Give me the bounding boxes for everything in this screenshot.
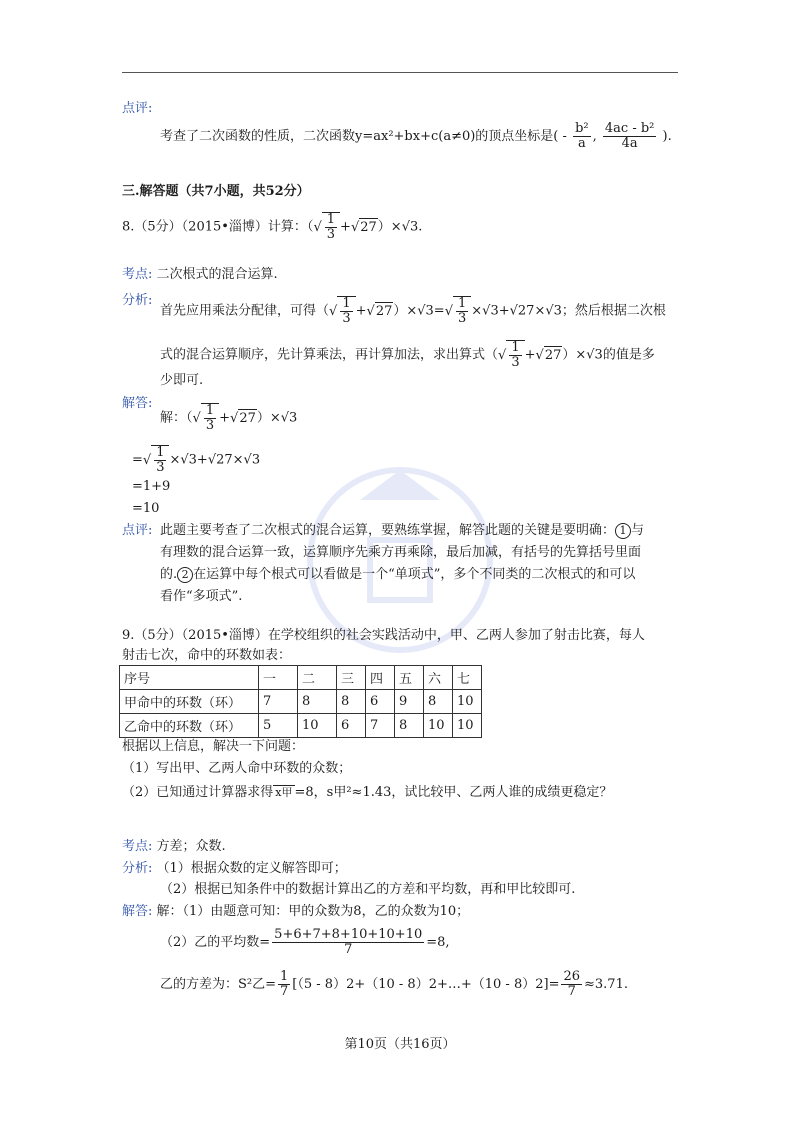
review-frac-1 (573, 122, 591, 151)
table-cell: 六 (424, 666, 453, 690)
q9-jieda-3b: [（5 - 8）2+（10 - 8）2+…+（10 - 8）2]= (292, 977, 560, 992)
q8-dianping-line2: 有理数的混合运算一致，运算顺序先乘方再乘除，最后加减，有括号的先算括号里面 (160, 545, 642, 560)
frac-num: b² (575, 121, 589, 136)
q9-kaodian-text: 方差；众数. (156, 839, 226, 854)
q9-jieda-2 (160, 928, 450, 957)
review-close: ). (662, 129, 672, 144)
table-cell: 7 (259, 690, 298, 714)
q8-dianping-line3 (160, 566, 635, 584)
table-cell: 9 (395, 690, 424, 714)
q9-jieda-3c: ≈3.71. (584, 977, 628, 992)
q8-dianping-1b: 与 (631, 523, 645, 538)
q8-kaodian-label: 考点: (122, 267, 153, 282)
frac-num: 5+6+7+8+10+10+10 (274, 927, 423, 942)
x-bar: x甲 (275, 786, 293, 799)
q9-jieda-2a: （2）乙的平均数= (160, 935, 271, 950)
page-footer: 第10页（共16页） (344, 1037, 456, 1052)
sqrt-27: √27 (350, 219, 377, 235)
variance-coef-frac (278, 970, 290, 999)
q8-step1: 解：（√ $\frac{1}{3}$ +√27）×√3 (160, 403, 298, 433)
table-cell: 6 (366, 690, 395, 714)
q8-fenxi-label: 分析: (122, 293, 153, 308)
q8-dianping-3a: 的. (160, 567, 178, 582)
table-cell: 序号 (120, 666, 259, 690)
q8-fenxi-2b: 的值是多 (602, 347, 655, 363)
frac-den: 7 (567, 984, 576, 999)
frac-den: 7 (344, 942, 353, 957)
q9-jieda-2b: =8, (426, 935, 450, 950)
q9-sub1: （1）写出甲、乙两人命中环数的众数； (122, 761, 352, 776)
q9-sub2-b: =8，s甲²≈1.43，试比较甲、乙两人谁的成绩更稳定？ (294, 785, 613, 800)
table-cell: 8 (337, 690, 366, 714)
q9-stem-line2: 射击七次，命中的环数如表： (122, 648, 292, 663)
table-cell: 三 (337, 666, 366, 690)
q9-fenxi-2: （2）根据已知条件中的数据计算出乙的方差和平均数，再和甲比较即可. (160, 882, 576, 897)
q9-sub2-a: （2）已知通过计算器求得 (122, 785, 274, 800)
q9-jieda-1-text: 解：（1）由题意可知：甲的众数为8，乙的众数为10； (156, 904, 470, 919)
q8-fenxi-2a: 式的混合运算顺序，先计算乘法，再计算加法，求出算式 (160, 347, 486, 363)
circled-one: 1 (615, 523, 631, 539)
q8-step3: =1+9 (132, 479, 171, 494)
q8-fenxi-line2: 式的混合运算顺序，先计算乘法，再计算加法，求出算式（√ $\frac{1}{3}$ +√27）×√3的值是多 (160, 340, 655, 370)
table-cell: 七 (453, 666, 482, 690)
table-cell: 10 (453, 714, 482, 738)
table-row (120, 714, 482, 738)
frac-num: 26 (563, 969, 581, 984)
q8-stem: 8.（5分）（2015•淄博）计算：（√ $\frac{1}{3}$ +√27）×√3. (122, 212, 423, 242)
frac-num: 1 (280, 969, 289, 984)
q8-step2: =√ $\frac{1}{3}$ ×√3+√27×√3 (132, 445, 261, 475)
frac-num: 4ac - b² (604, 121, 655, 136)
q8-dianping-label: 点评: (122, 523, 153, 538)
q8-stem-text: 8.（5分）（2015•淄博）计算： (122, 219, 307, 235)
table-cell: 5 (259, 714, 298, 738)
q8-dianping-1a: 此题主要考查了二次根式的混合运算，要熟练掌握，解答此题的关键是要明确： (160, 523, 616, 538)
q9-jieda-label: 解答: (122, 904, 153, 919)
table-cell: 二 (298, 666, 337, 690)
q9-kaodian-label: 考点: (122, 839, 153, 854)
q9-jieda-3a: 乙的方差为：S²乙= (160, 977, 277, 992)
q9-fenxi-1 (122, 860, 347, 878)
table-cell: 10 (453, 690, 482, 714)
q8-kaodian (122, 266, 278, 284)
table-cell: 五 (395, 666, 424, 690)
table-cell: 6 (337, 714, 366, 738)
q9-after-table: 根据以上信息，解决一下问题： (122, 739, 305, 754)
q9-stem-line1: 9.（5分）（2015•淄博）在学校组织的社会实践活动中，甲、乙两人参加了射击比赛，每人 (122, 628, 645, 643)
q8-step4: =10 (132, 501, 160, 516)
table-cell: 8 (395, 714, 424, 738)
frac-den: 7 (280, 984, 289, 999)
header-rule (122, 72, 678, 73)
q8-fenxi-line3: 少即可. (160, 373, 204, 388)
table-row (120, 690, 482, 714)
review-frac-2 (603, 122, 657, 151)
q9-kaodian (122, 838, 226, 856)
review-text-prefix: 考查了二次函数的性质，二次函数y=ax²+bx+c(a≠0)的顶点坐标是( (160, 129, 559, 144)
table-cell: 10 (298, 714, 337, 738)
review-text: 考查了二次函数的性质，二次函数y=ax²+bx+c(a≠0)的顶点坐标是( - $\frac{\text{b²}}{a}$ , $\frac{\text{4ac - b²}}{4a}$ ). (160, 121, 672, 151)
variance-result-frac (561, 970, 582, 999)
q8-jie: 解： (160, 410, 187, 426)
q8-dianping-3b: 在运算中每个根式可以看做是一个“单项式”，多个不同类的二次根式的和可以 (193, 567, 636, 582)
table-cell: 乙命中的环数（环） (120, 714, 259, 738)
q9-jieda-1 (122, 903, 469, 921)
circled-two: 2 (177, 567, 193, 583)
q9-fenxi-1-text: （1）根据众数的定义解答即可； (156, 861, 347, 876)
q8-expr-tail: ×√3. (390, 219, 423, 235)
table-cell: 8 (424, 690, 453, 714)
frac-den: a (577, 136, 586, 151)
table-cell: 甲命中的环数（环） (120, 690, 259, 714)
review-label: 点评: (122, 101, 153, 116)
table-cell: 8 (298, 690, 337, 714)
q8-dianping-line1 (160, 522, 644, 540)
q8-fenxi-line1: 首先应用乘法分配律，可得（√ $\frac{1}{3}$ +√27）×√3=√ $\frac{1}{3}$ ×√3+√27×√3；然后根据二次根 (160, 296, 666, 326)
review-neg: - (562, 129, 567, 144)
table-cell: 10 (424, 714, 453, 738)
section-title: 三.解答题（共7小题，共52分） (122, 184, 310, 199)
mean-frac (272, 928, 424, 957)
frac-den: 4a (621, 136, 638, 151)
score-table (119, 665, 482, 738)
table-cell: 一 (259, 666, 298, 690)
q9-jieda-3 (160, 970, 628, 999)
q8-kaodian-text: 二次根式的混合运算. (156, 267, 278, 282)
table-cell: 四 (366, 666, 395, 690)
q8-fenxi-1a: 首先应用乘法分配律，可得 (160, 303, 317, 319)
q8-fenxi-1b: ；然后根据二次根 (561, 303, 666, 319)
table-cell: 7 (366, 714, 395, 738)
q9-sub2 (122, 784, 612, 802)
table-header-row (120, 666, 482, 690)
q8-jieda-label: 解答: (122, 396, 153, 411)
q9-fenxi-label: 分析: (122, 861, 153, 876)
sqrt-frac: √ $\frac{1}{3}$ (313, 212, 340, 242)
q8-dianping-line4: 看作“多项式”. (160, 589, 243, 604)
